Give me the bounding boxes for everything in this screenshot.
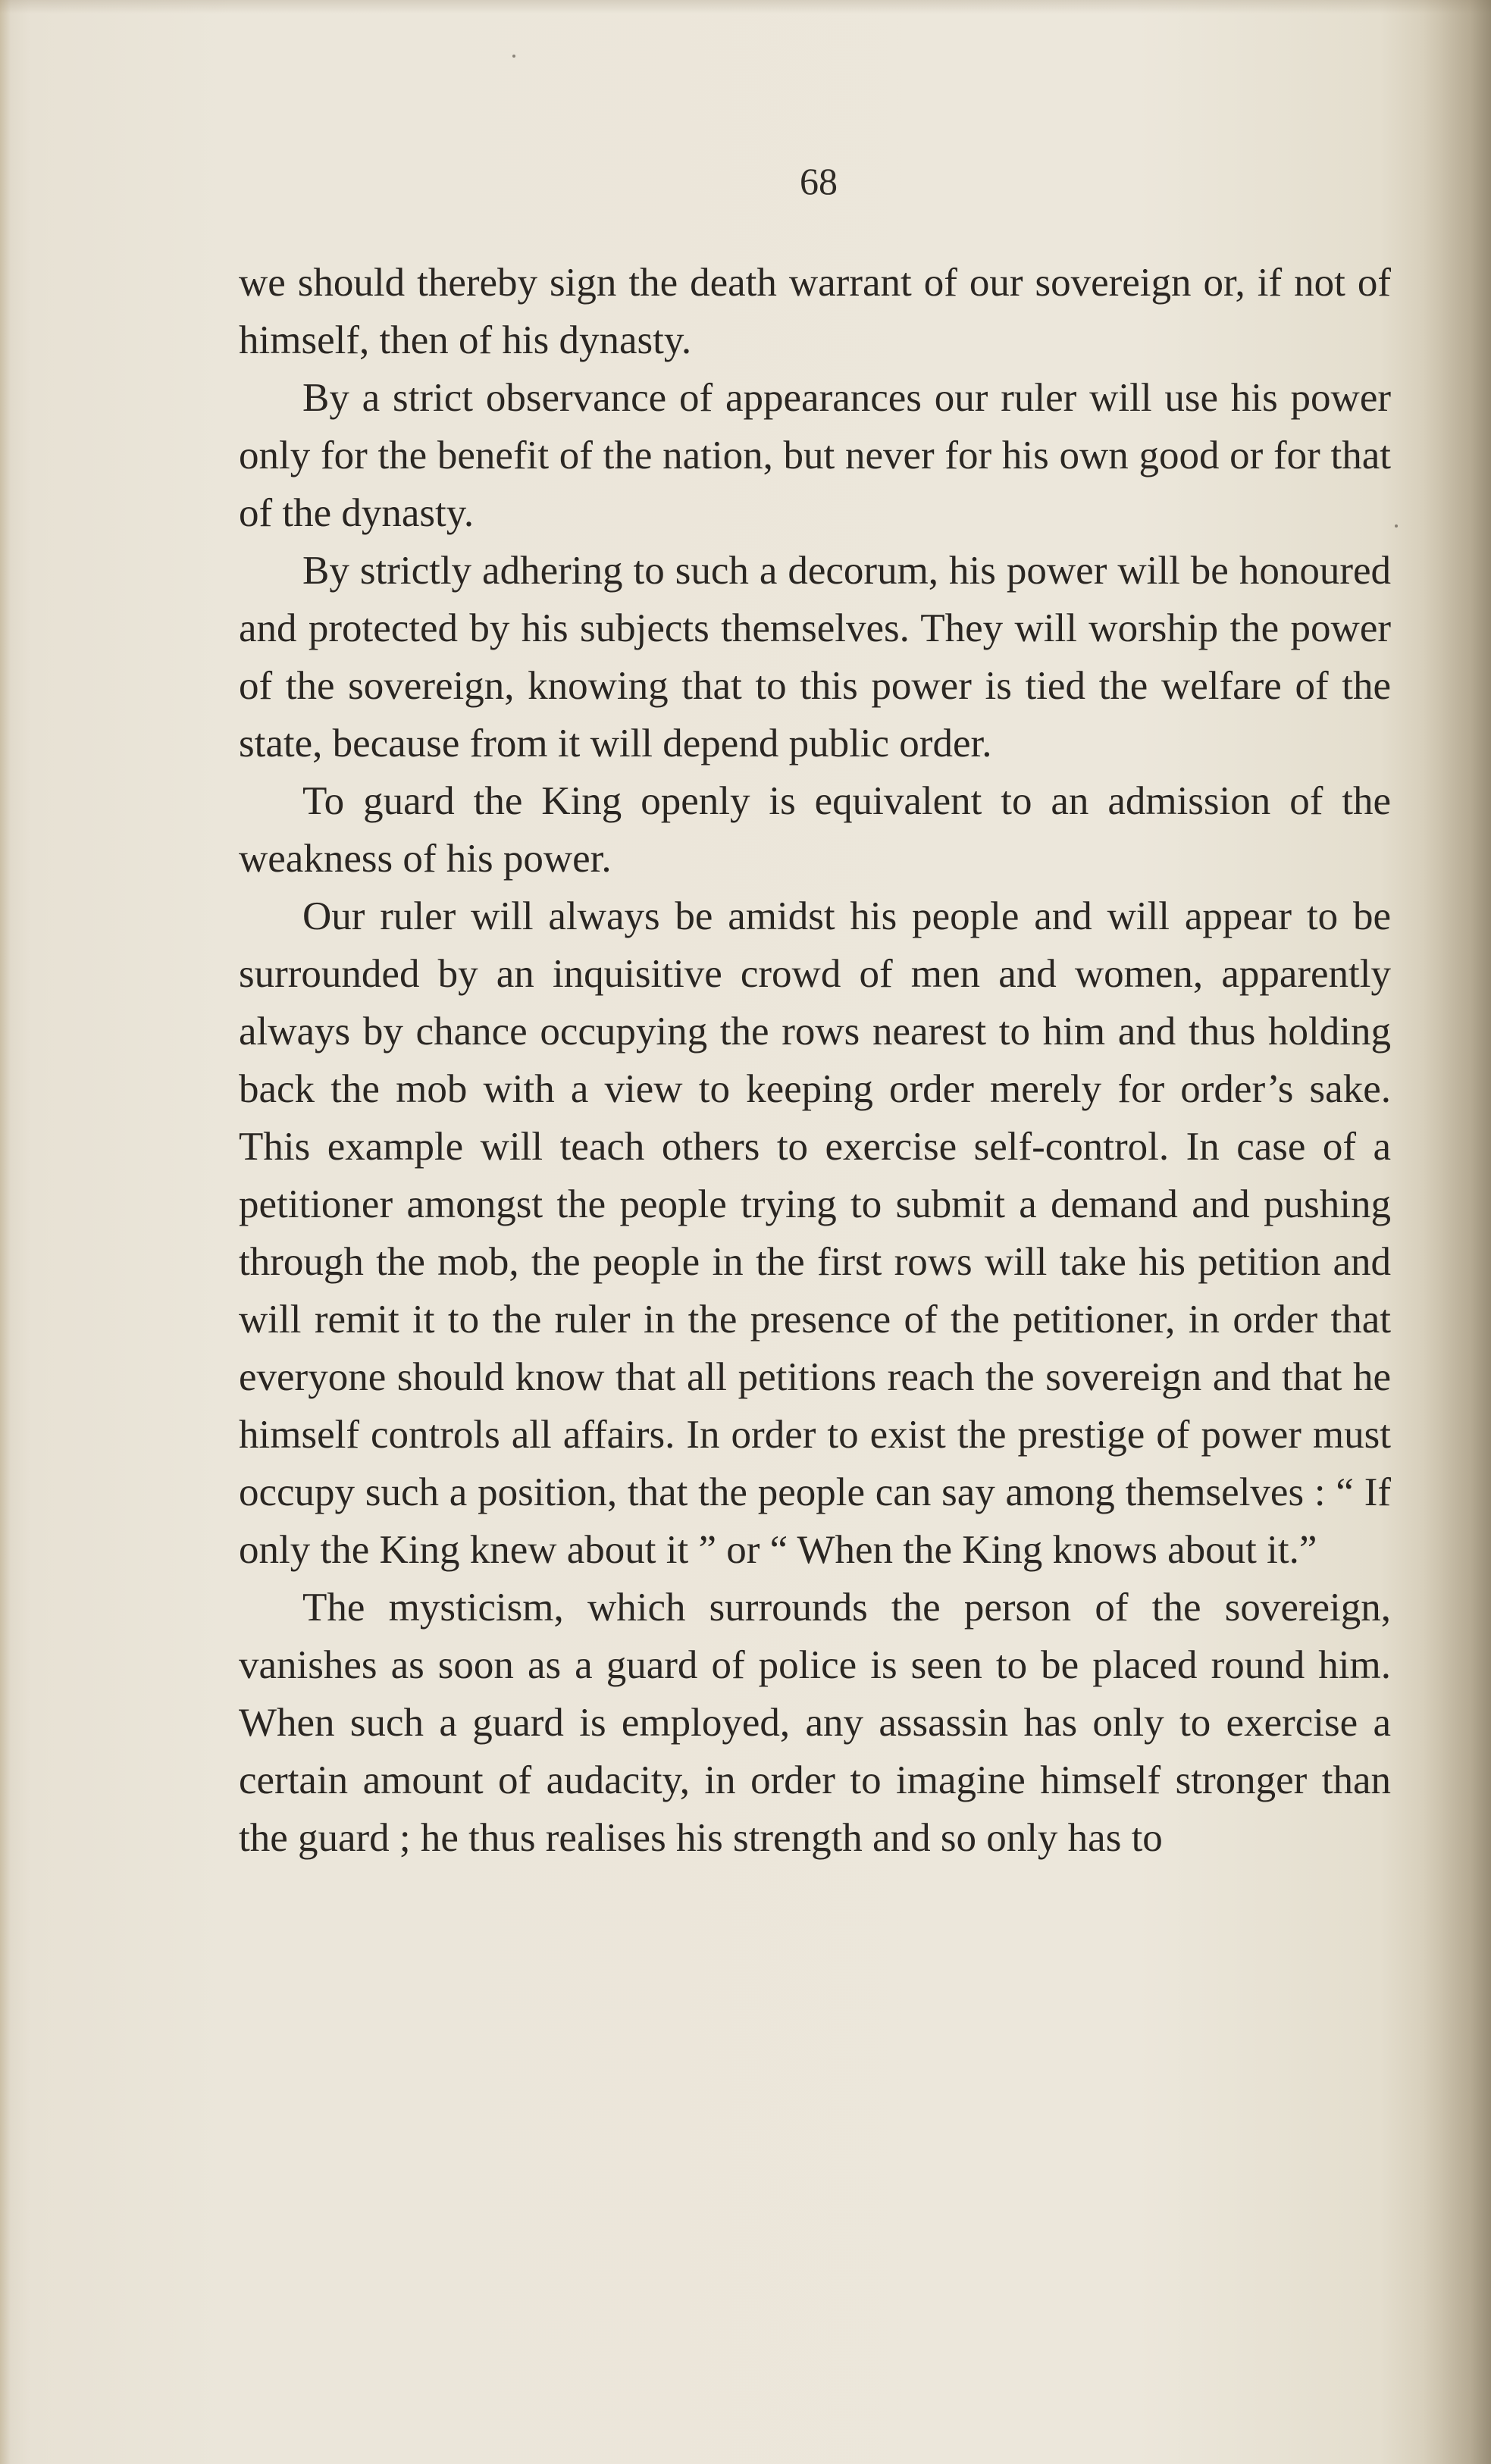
paragraph: By strictly adhering to such a decorum, his power will be honoured and protected by his subjects themselves. They will worship the power of the sovereign, knowing that to this power is tied the welfare of the state, because from it will depend public order. [239, 549, 1391, 765]
paragraph: By a strict observance of appearances our ruler will use his power only for the benefit of the nation, but never for his own good or for that of the dynasty. [239, 376, 1391, 535]
page-number: 68 [800, 160, 838, 202]
paragraph: The mysticism, which surrounds the person of the sovereign, vanishes as soon as a guard of police is seen to be placed round him. When such a guard is employed, any assassin has only to exercise a certain amount of audacity, in order to imagine himself stronger than the guard ; he thus realises his strength and so only has to [239, 1586, 1391, 1860]
paper-speck [512, 55, 515, 58]
body-text [239, 254, 1391, 1867]
paper-speck [1395, 524, 1398, 528]
page-left-edge [0, 0, 11, 2464]
paragraph: Our ruler will always be amidst his people and will appear to be surrounded by an inquisitive crowd of men and women, apparently always by chance occupying the rows nearest to him and thus holding back the mob with a view to keeping order merely for order’s sake. This example will teach others to exercise self-control. In case of a petitioner amongst the people trying to submit a demand and pushing through the mob, the people in the first rows will take his petition and will remit it to the ruler in the presence of the petitioner, in order that everyone should know that all petitions reach the sovereign and that he himself controls all affairs. In order to exist the prestige of power must occupy such a position, that the people can say among themselves : “ If only the King knew about it ” or “ When the King knows about it.” [239, 894, 1391, 1572]
page-top-edge [0, 0, 1491, 14]
paragraph: To guard the King openly is equivalent to an admission of the weakness of his power. [239, 779, 1391, 881]
paragraph: we should thereby sign the death warrant of our sovereign or, if not of himself, then of his dynasty. [239, 261, 1391, 362]
binding-shadow [1423, 0, 1491, 2464]
